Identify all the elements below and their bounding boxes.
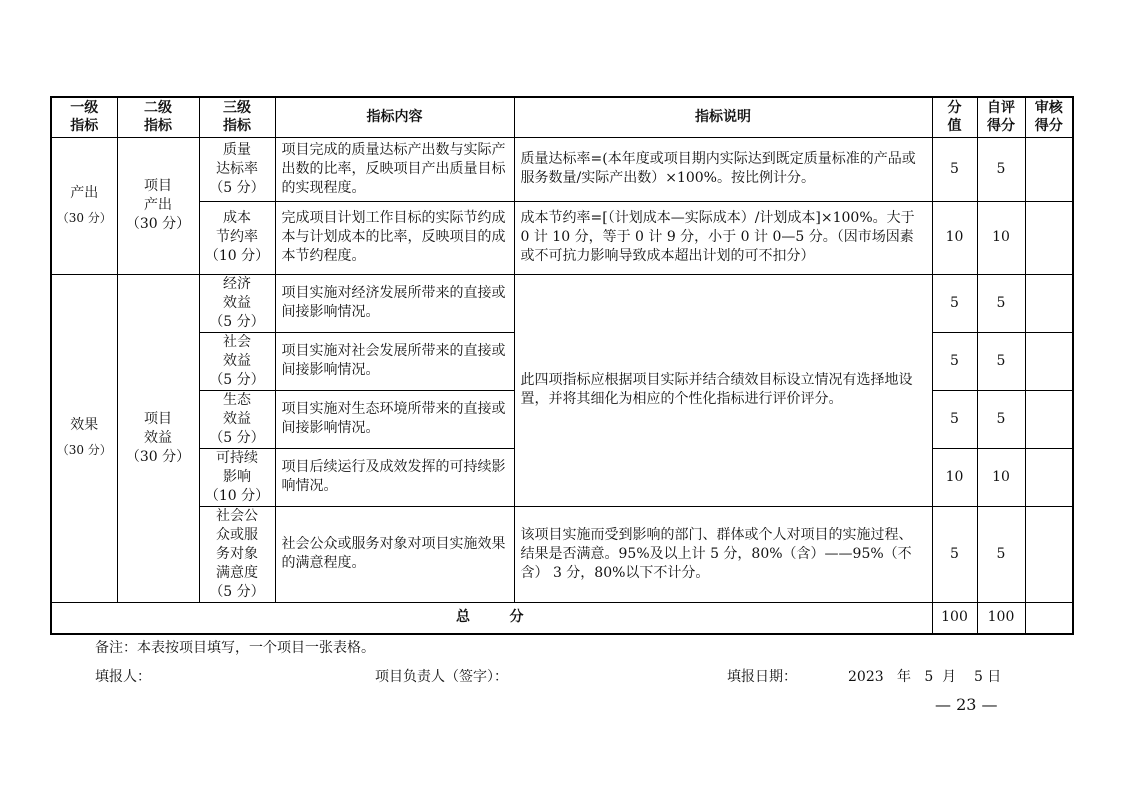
- header-description: 指标说明: [514, 97, 932, 137]
- content-cell: 项目实施对生态环境所带来的直接或间接影响情况。: [275, 390, 514, 448]
- level1-name: 效果: [70, 417, 99, 433]
- review-score-cell: [1025, 274, 1073, 332]
- header-level3: 三级 指标: [199, 97, 275, 137]
- review-score-cell: [1025, 201, 1073, 274]
- level3-cell: 成本 节约率 （10 分）: [199, 201, 275, 274]
- score-cell: 5: [932, 274, 977, 332]
- filler-label: 填报人：: [95, 669, 151, 685]
- total-self-score: 100: [977, 602, 1025, 634]
- level3-cell: 质量 达标率 （5 分）: [199, 137, 275, 201]
- level2-cell: 项目 产出 （30 分）: [117, 137, 199, 274]
- review-score-cell: [1025, 506, 1073, 602]
- score-cell: 5: [932, 390, 977, 448]
- total-review-score: [1025, 602, 1073, 634]
- header-review-score: 审核 得分: [1025, 97, 1073, 137]
- score-cell: 5: [932, 506, 977, 602]
- level1-points: （30 分）: [56, 210, 112, 225]
- header-self-score: 自评 得分: [977, 97, 1025, 137]
- description-cell: 质量达标率=(本年度或项目期内实际达到既定质量标准的产品或服务数量/实际产出数）×100%。按比例计分。: [514, 137, 932, 201]
- shared-description-cell: 此四项指标应根据项目实际并结合绩效目标设立情况有选择地设置，并将其细化为相应的个性化指标进行评价评分。: [514, 274, 932, 506]
- review-score-cell: [1025, 448, 1073, 506]
- level3-cell: 生态 效益 （5 分）: [199, 390, 275, 448]
- review-score-cell: [1025, 332, 1073, 390]
- level2-cell: 项目 效益 （30 分）: [117, 274, 199, 602]
- total-label: 总 分: [51, 602, 932, 634]
- level3-cell: 经济 效益 （5 分）: [199, 274, 275, 332]
- table-row: [51, 201, 1073, 274]
- content-cell: 完成项目计划工作目标的实际节约成本与计划成本的比率，反映项目的成本节约程度。: [275, 201, 514, 274]
- review-score-cell: [1025, 390, 1073, 448]
- evaluation-table: [50, 96, 1074, 635]
- description-cell: 成本节约率=[（计划成本—实际成本）/计划成本]×100%。大于 0 计 10 分，等于 0 计 9 分，小于 0 计 0—5 分。（因市场因素或不可抗力影响导致成本超出计划的可不扣分）: [514, 201, 932, 274]
- level3-cell: 社会 效益 （5 分）: [199, 332, 275, 390]
- total-score: 100: [932, 602, 977, 634]
- self-score-cell: 5: [977, 137, 1025, 201]
- content-cell: 项目后续运行及成效发挥的可持续影响情况。: [275, 448, 514, 506]
- level1-cell: [51, 274, 117, 602]
- leader-signature-label: 项目负责人（签字）：: [375, 669, 508, 685]
- header-content: 指标内容: [275, 97, 514, 137]
- description-cell: 该项目实施而受到影响的部门、群体或个人对项目的实施过程、结果是否满意。95%及以上计 5 分，80%（含）——95%（不含） 3 分，80%以下不计分。: [514, 506, 932, 602]
- table-row: [51, 274, 1073, 332]
- level1-name: 产出: [70, 184, 99, 201]
- header-level2: 二级 指标: [117, 97, 199, 137]
- level3-cell: 可持续 影响 （10 分）: [199, 448, 275, 506]
- score-cell: 10: [932, 448, 977, 506]
- score-cell: 5: [932, 137, 977, 201]
- self-score-cell: 5: [977, 332, 1025, 390]
- table-row: [51, 506, 1073, 602]
- self-score-cell: 10: [977, 201, 1025, 274]
- content-cell: 项目实施对经济发展所带来的直接或间接影响情况。: [275, 274, 514, 332]
- page-number: — 23 —: [935, 695, 998, 714]
- fill-date-label: 填报日期：: [727, 669, 797, 685]
- content-cell: 项目完成的质量达标产出数与实际产出数的比率，反映项目产出质量目标的实现程度。: [275, 137, 514, 201]
- header-score: 分 值: [932, 97, 977, 137]
- fill-date-value: 2023 年 5 月 5 日: [848, 669, 1002, 685]
- self-score-cell: 5: [977, 390, 1025, 448]
- level1-cell: [51, 137, 117, 274]
- score-cell: 5: [932, 332, 977, 390]
- header-level1: 一级 指标: [51, 97, 117, 137]
- self-score-cell: 5: [977, 274, 1025, 332]
- review-score-cell: [1025, 137, 1073, 201]
- total-row: [51, 602, 1073, 634]
- level3-cell: 社会公 众或服 务对象 满意度 （5 分）: [199, 506, 275, 602]
- level1-points: （30 分）: [56, 443, 112, 457]
- score-cell: 10: [932, 201, 977, 274]
- content-cell: 社会公众或服务对象对项目实施效果的满意程度。: [275, 506, 514, 602]
- footer-note: 备注：本表按项目填写，一个项目一张表格。: [95, 640, 375, 656]
- header-row: [51, 97, 1073, 137]
- self-score-cell: 10: [977, 448, 1025, 506]
- table-row: [51, 137, 1073, 201]
- content-cell: 项目实施对社会发展所带来的直接或间接影响情况。: [275, 332, 514, 390]
- self-score-cell: 5: [977, 506, 1025, 602]
